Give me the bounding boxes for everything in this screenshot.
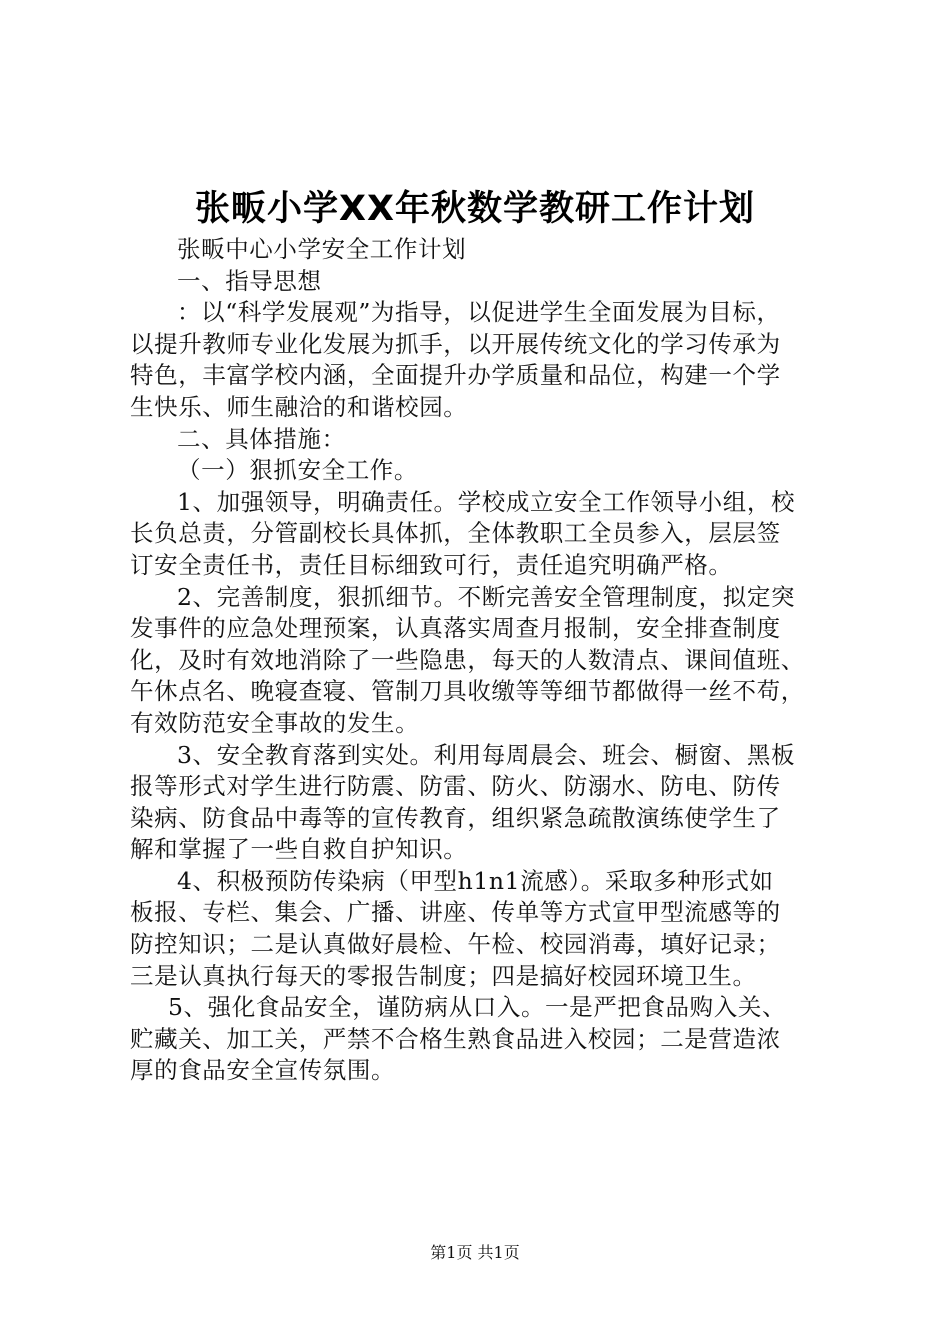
section-heading-measures: 二、具体措施： — [177, 424, 346, 453]
paragraph-line: 3、安全教育落到实处。利用每周晨会、班会、橱窗、黑板 — [177, 740, 796, 769]
paragraph-line: 特色，丰富学校内涵，全面提升办学质量和品位，构建一个学 — [130, 361, 781, 390]
page-footer: 第1页 共1页 — [430, 1243, 520, 1262]
paragraph-line: 厚的食品安全宣传氛围。 — [130, 1056, 396, 1085]
paragraph-line: 板报、专栏、集会、广播、讲座、传单等方式宣甲型流感等的 — [130, 898, 781, 927]
paragraph-line: 染病、防食品中毒等的宣传教育，组织紧急疏散演练使学生了 — [130, 803, 781, 832]
paragraph-line: 三是认真执行每天的零报告制度；四是搞好校园环境卫生。 — [130, 961, 757, 990]
paragraph-line: 贮藏关、加工关，严禁不合格生熟食品进入校园；二是营造浓 — [130, 1024, 781, 1053]
paragraph-line: 有效防范安全事故的发生。 — [130, 708, 420, 737]
paragraph-line: 订安全责任书，责任目标细致可行，责任追究明确严格。 — [130, 550, 733, 579]
subtitle-line: 张畈中心小学安全工作计划 — [177, 235, 467, 263]
document-title: 张畈小学XX年秋数学教研工作计划 — [195, 189, 755, 229]
paragraph-line: 生快乐、师生融洽的和谐校园。 — [130, 392, 468, 421]
subsection-heading-safety: （一）狠抓安全工作。 — [177, 456, 418, 485]
document-body — [130, 234, 830, 1087]
paragraph-line: 发事件的应急处理预案，认真落实周查月报制，安全排查制度 — [130, 614, 781, 643]
paragraph-line: 报等形式对学生进行防震、防雷、防火、防溺水、防电、防传 — [130, 772, 781, 801]
paragraph-line: 解和掌握了一些自救自护知识。 — [130, 835, 468, 864]
paragraph-line: ：以“科学发展观”为指导，以促进学生全面发展为目标， — [177, 298, 781, 327]
paragraph-line: 5、强化食品安全，谨防病从口入。一是严把食品购入关、 — [168, 993, 787, 1022]
paragraph-line: 化，及时有效地消除了一些隐患，每天的人数清点、课间值班、 — [130, 645, 805, 674]
section-heading-guiding-idea: 一、指导思想 — [177, 266, 322, 295]
paragraph-line: 午休点名、晚寝查寝、管制刀具收缴等等细节都做得一丝不苟， — [130, 677, 805, 706]
paragraph-line: 防控知识；二是认真做好晨检、午检、校园消毒，填好记录； — [130, 930, 781, 959]
paragraph-line: 1、加强领导，明确责任。学校成立安全工作领导小组，校 — [177, 487, 796, 516]
paragraph-line: 4、积极预防传染病（甲型h1n1流感）。采取多种形式如 — [177, 866, 774, 895]
paragraph-line: 长负总责，分管副校长具体抓，全体教职工全员参入，层层签 — [130, 519, 781, 548]
paragraph-line: 2、完善制度，狠抓细节。不断完善安全管理制度，拟定突 — [177, 582, 796, 611]
paragraph-line: 以提升教师专业化发展为抓手，以开展传统文化的学习传承为 — [130, 329, 781, 358]
